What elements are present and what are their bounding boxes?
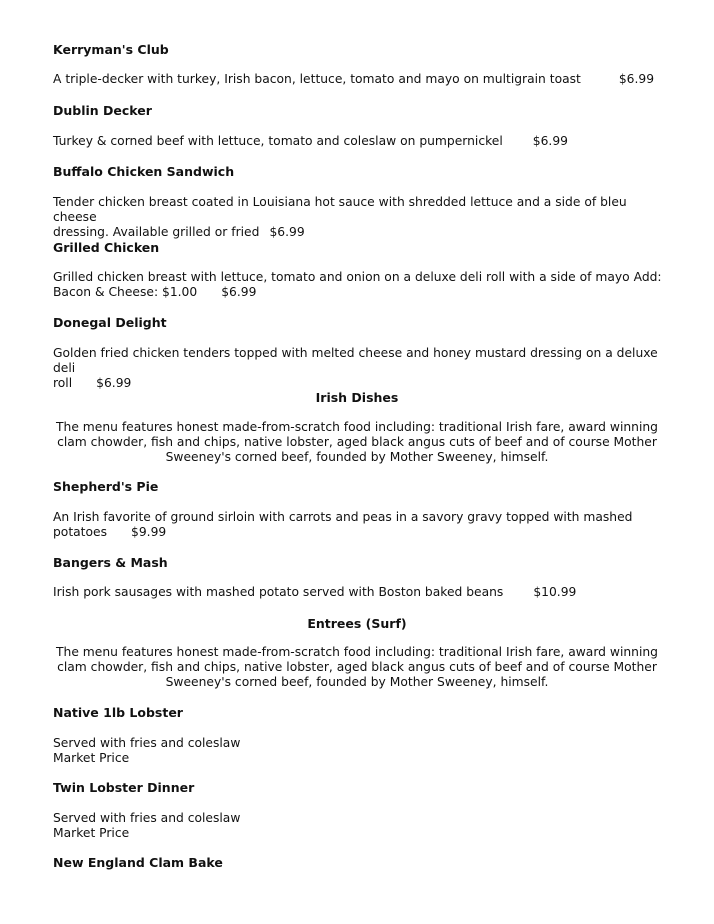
item-desc-line — [53, 285, 673, 300]
section-heading: Entrees (Surf) — [307, 616, 407, 631]
item-desc-line: An Irish favorite of ground sirloin with carrots and peas in a savory gravy topped with mashed — [53, 510, 633, 524]
section-intro-line: clam chowder, fish and chips, native lobster, aged black angus cuts of beef and of course Mother — [57, 660, 657, 674]
item-description — [53, 195, 673, 240]
item-desc-line: Served with fries and coleslaw — [53, 736, 241, 750]
item-desc-line: Grilled chicken breast with lettuce, tomato and onion on a deluxe deli roll with a side of mayo Add: — [53, 270, 662, 284]
item-desc-text: Bacon & Cheese: $1.00 — [53, 285, 198, 299]
item-description — [53, 134, 673, 149]
item-description — [53, 811, 673, 841]
item-price: Market Price — [53, 826, 130, 840]
item-title: Twin Lobster Dinner — [53, 780, 195, 795]
item-desc-line — [53, 225, 673, 240]
section-intro-line: The menu features honest made-from-scratch food including: traditional Irish fare, award winning — [56, 420, 658, 434]
item-desc-text: Irish pork sausages with mashed potato served with Boston baked beans — [53, 585, 504, 599]
item-title: Native 1lb Lobster — [53, 705, 183, 720]
item-title: Kerryman's Club — [53, 42, 169, 57]
item-price: $6.99 — [532, 134, 568, 148]
item-description — [53, 585, 673, 600]
section-intro-line: clam chowder, fish and chips, native lobster, aged black angus cuts of beef and of course Mother — [57, 435, 657, 449]
item-price: $6.99 — [269, 225, 305, 239]
item-desc-text: A triple-decker with turkey, Irish bacon, lettuce, tomato and mayo on multigrain toast — [53, 72, 581, 86]
item-title: Shepherd's Pie — [53, 479, 159, 494]
item-price: $9.99 — [131, 525, 167, 539]
item-title: Donegal Delight — [53, 315, 167, 330]
section-intro-line: Sweeney's corned beef, founded by Mother Sweeney, himself. — [165, 450, 549, 464]
item-desc-line: Golden fried chicken tenders topped with melted cheese and honey mustard dressing on a deluxe deli — [53, 346, 658, 375]
item-description — [53, 736, 673, 766]
item-desc-text: dressing. Available grilled or fried — [53, 225, 260, 239]
item-desc-text: roll — [53, 376, 73, 390]
item-price: $6.99 — [221, 285, 257, 299]
section-intro-line: The menu features honest made-from-scratch food including: traditional Irish fare, award winning — [56, 645, 658, 659]
item-price: Market Price — [53, 751, 130, 765]
section-intro — [40, 645, 674, 690]
item-title: Dublin Decker — [53, 103, 152, 118]
item-description — [53, 72, 673, 87]
item-desc-text: Turkey & corned beef with lettuce, tomato and coleslaw on pumpernickel — [53, 134, 503, 148]
section-intro — [40, 420, 674, 465]
item-description — [53, 270, 673, 300]
section-heading: Irish Dishes — [315, 390, 399, 405]
item-description — [53, 510, 673, 540]
item-desc-line: Served with fries and coleslaw — [53, 811, 241, 825]
item-title: New England Clam Bake — [53, 855, 223, 870]
item-desc-text: potatoes — [53, 525, 108, 539]
item-price: $10.99 — [533, 585, 577, 599]
item-price: $6.99 — [96, 376, 132, 390]
item-desc-line — [53, 525, 673, 540]
item-title: Grilled Chicken — [53, 240, 160, 255]
item-desc-line: Tender chicken breast coated in Louisiana hot sauce with shredded lettuce and a side of bleu cheese — [53, 195, 627, 224]
item-desc-line — [53, 376, 673, 391]
item-price: $6.99 — [618, 72, 655, 86]
item-title: Bangers & Mash — [53, 555, 168, 570]
section-intro-line: Sweeney's corned beef, founded by Mother Sweeney, himself. — [165, 675, 549, 689]
item-description — [53, 346, 673, 391]
item-title: Buffalo Chicken Sandwich — [53, 164, 235, 179]
